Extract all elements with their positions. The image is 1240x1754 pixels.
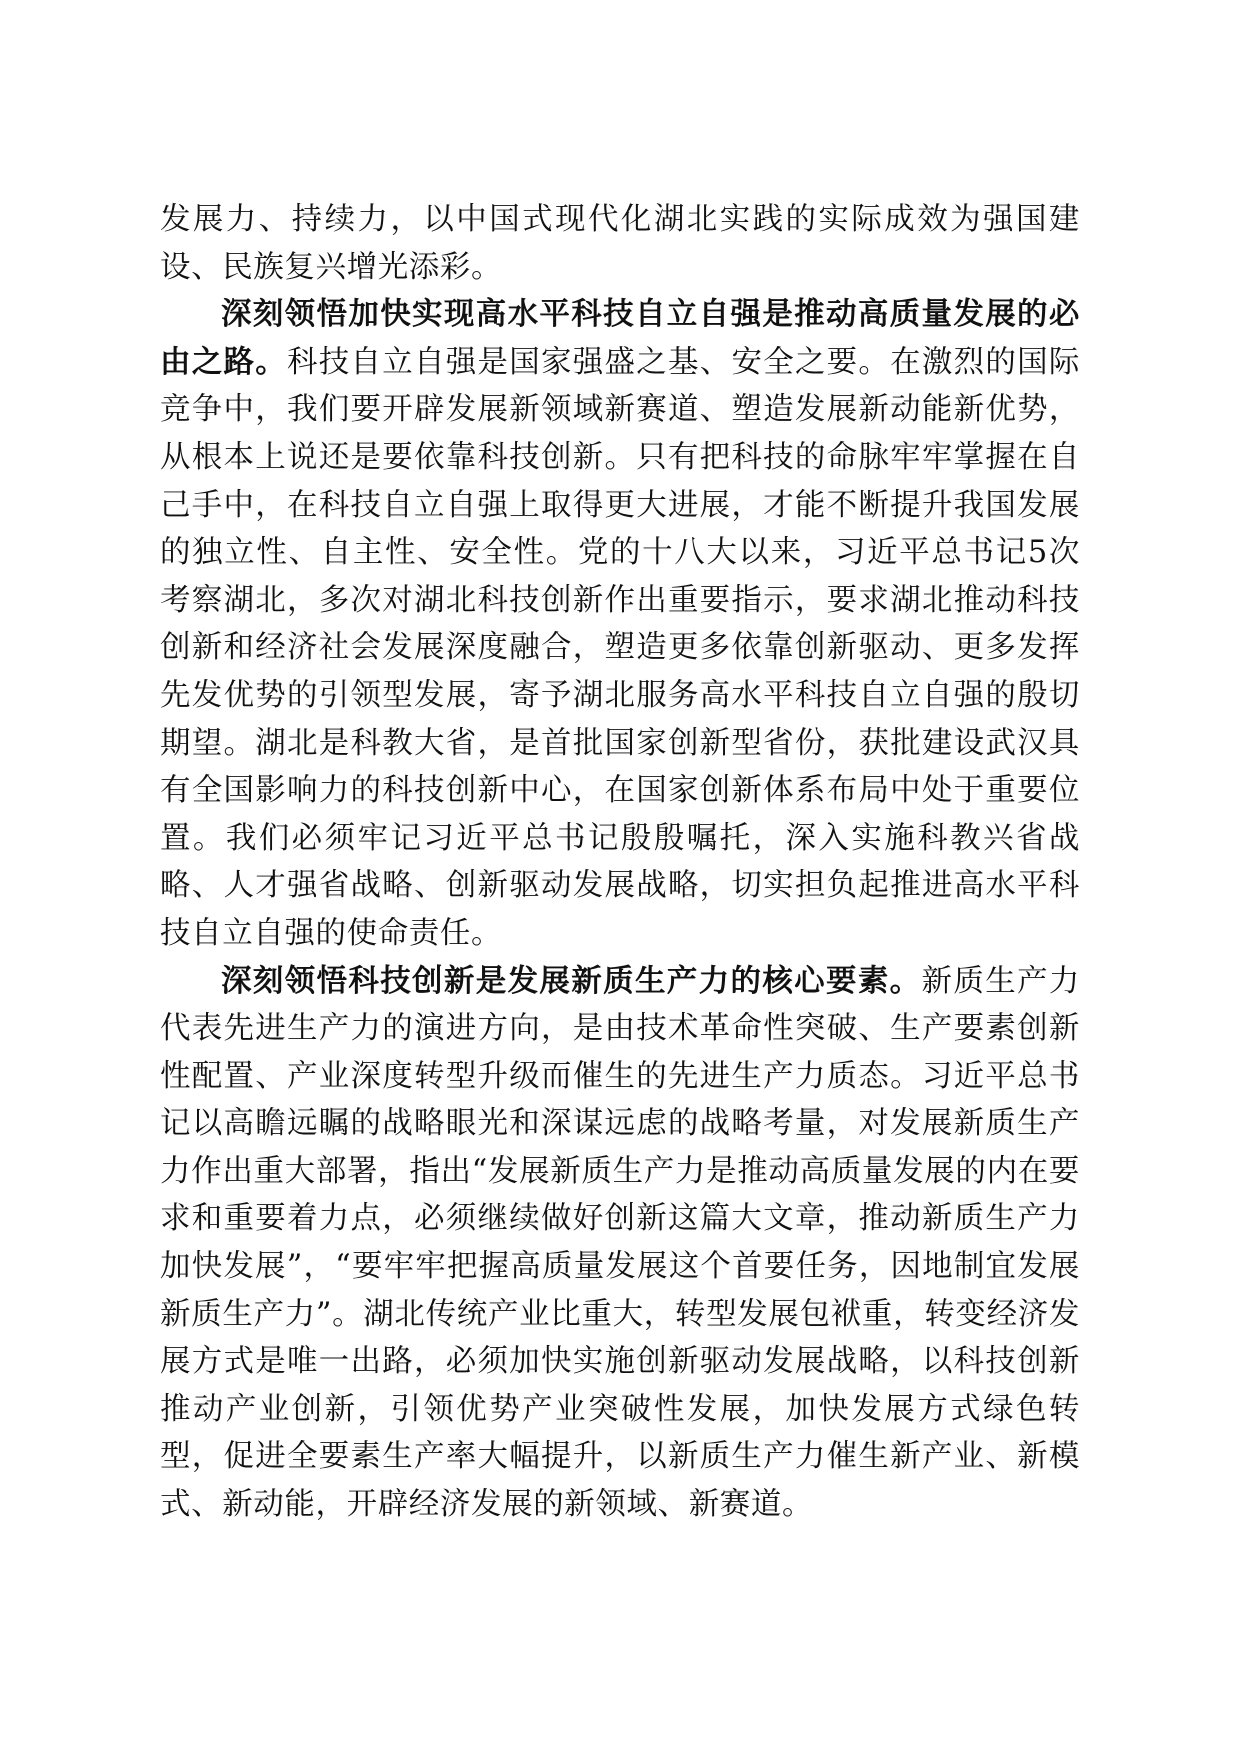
paragraph-tech-self-reliance (160, 291, 1080, 957)
paragraph-body: 科技自立自强是国家强盛之基、安全之要。在激烈的国际竞争中，我们要开辟发展新领域新赛道、塑造发展新动能新优势，从根本上说还是要依靠科技创新。只有把科技的命脉牢牢掌握在自己手中，在科技自立自强上取得更大进展，才能不断提升我国发展的独立性、自主性、安全性。党的十八大以来，习近平总书记5次考察湖北，多次对湖北科技创新作出重要指示，要求湖北推动科技创新和经济社会发展深度融合，塑造更多依靠创新驱动、更多发挥先发优势的引领型发展，寄予湖北服务高水平科技自立自强的殷切期望。湖北是科教大省，是首批国家创新型省份，获批建设武汉具有全国影响力的科技创新中心，在国家创新体系布局中处于重要位置。我们必须牢记习近平总书记殷殷嘱托，深入实施科教兴省战略、人才强省战略、创新驱动发展战略，切实担负起推进高水平科技自立自强的使命责任。 (160, 344, 1081, 951)
paragraph-body: 发展力、持续力，以中国式现代化湖北实践的实际成效为强国建设、民族复兴增光添彩。 (160, 202, 1080, 285)
paragraph-heading: 深刻领悟科技创新是发展新质生产力的核心要素。 (221, 963, 922, 999)
paragraph-continuation (160, 196, 1080, 291)
paragraph-heading: 深刻领悟加快实现高水平科技自立自强是推动高质量发展的必由之路。 (160, 297, 1080, 380)
document-page (160, 196, 1080, 1529)
paragraph-new-productive-forces (160, 958, 1080, 1529)
paragraph-body: 新质生产力代表先进生产力的演进方向，是由技术革命性突破、生产要素创新性配置、产业深度转型升级而催生的先进生产力质态。习近平总书记以高瞻远瞩的战略眼光和深谋远虑的战略考量，对发展新质生产力作出重大部署，指出“发展新质生产力是推动高质量发展的内在要求和重要着力点，必须继续做好创新这篇大文章，推动新质生产力加快发展”，“要牢牢把握高质量发展这个首要任务，因地制宜发展新质生产力”。湖北传统产业比重大，转型发展包袱重，转变经济发展方式是唯一出路，必须加快实施创新驱动发展战略，以科技创新推动产业创新，引领优势产业突破性发展，加快发展方式绿色转型，促进全要素生产率大幅提升，以新质生产力催生新产业、新模式、新动能，开辟经济发展的新领域、新赛道。 (160, 963, 1080, 1523)
